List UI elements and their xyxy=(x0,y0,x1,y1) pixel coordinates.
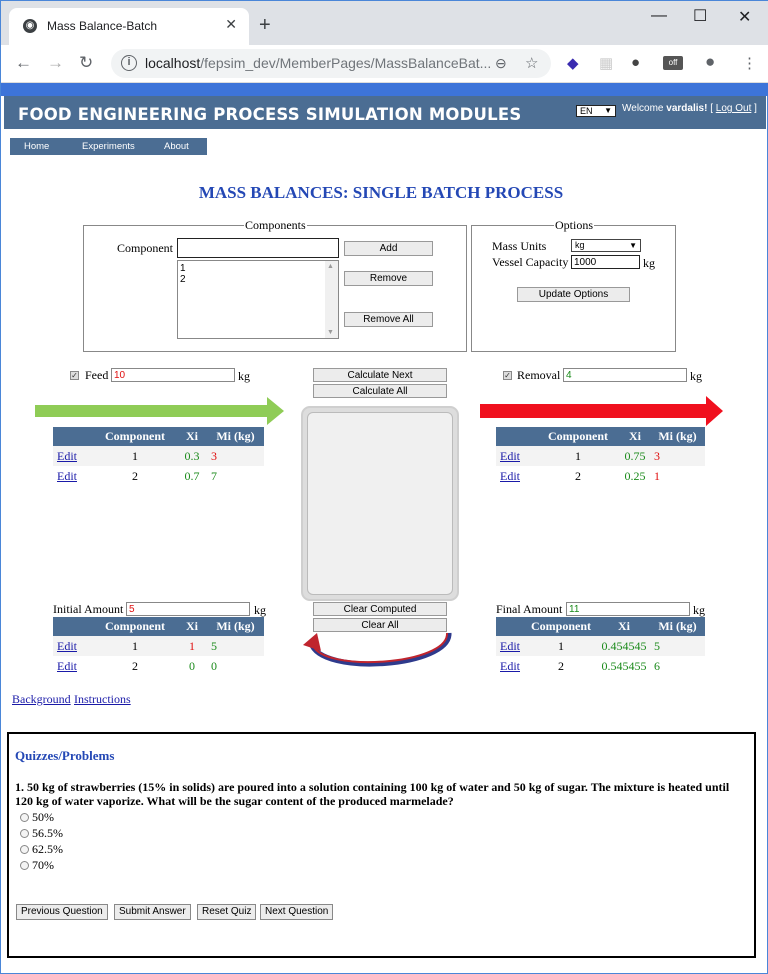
initial-amount-input[interactable] xyxy=(126,602,250,616)
new-tab-icon[interactable]: + xyxy=(259,14,271,36)
cell-mi: 1 xyxy=(654,468,660,483)
removal-unit: kg xyxy=(690,369,702,383)
cell-xi: 0 xyxy=(189,658,195,673)
answer-option: 50% xyxy=(32,810,54,824)
cell-xi: 0.75 xyxy=(624,448,646,463)
listbox-scrollbar[interactable] xyxy=(325,261,338,338)
components-legend: Components xyxy=(245,218,306,232)
cell-component: 2 xyxy=(558,658,564,673)
header-component: Component xyxy=(536,427,620,446)
remove-component-button[interactable]: Remove xyxy=(344,271,433,286)
quiz-question: 1. 50 kg of strawberries (15% in solids) are poured into a solution containing 100 kg of water and 50 kg of sugar. The mixture is heated until 120 kg of water vaporize. What will be the sugar content of the produced marmelade? xyxy=(15,780,730,808)
initial-table xyxy=(53,617,264,676)
welcome-text: Welcome vardalis! [ Log Out ] xyxy=(622,103,757,114)
reload-icon[interactable]: ↻ xyxy=(79,53,94,72)
header-edit xyxy=(496,427,536,446)
username: vardalis! xyxy=(666,103,708,114)
vessel-capacity-input[interactable] xyxy=(571,255,640,269)
page-title: MASS BALANCES: SINGLE BATCH PROCESS xyxy=(198,183,564,202)
edit-link[interactable]: Edit xyxy=(57,638,77,653)
removal-table xyxy=(496,427,705,486)
table-row xyxy=(53,466,264,486)
header-mi: Mi (kg) xyxy=(207,427,264,446)
cycle-arrow-icon xyxy=(301,629,461,673)
cell-mi: 5 xyxy=(211,638,217,653)
cell-xi: 1 xyxy=(189,638,195,653)
browser-toolbar xyxy=(1,45,768,83)
answer-radio[interactable] xyxy=(20,845,29,854)
menu-item-about[interactable]: About xyxy=(164,141,189,152)
feed-checkbox[interactable]: ✓ xyxy=(71,371,78,380)
next-question-button[interactable]: Next Question xyxy=(260,904,333,920)
list-item[interactable]: 2 xyxy=(180,274,186,285)
final-amount-label: Final Amount xyxy=(496,602,563,616)
close-tab-icon[interactable]: ✕ xyxy=(225,16,237,32)
header-edit xyxy=(53,427,93,446)
edit-link[interactable]: Edit xyxy=(57,468,77,483)
site-header xyxy=(4,96,766,129)
header-component: Component xyxy=(524,617,598,636)
close-window-icon[interactable]: ✕ xyxy=(738,9,752,26)
answer-radio[interactable] xyxy=(20,829,29,838)
reset-quiz-button[interactable]: Reset Quiz xyxy=(197,904,256,920)
menu-item-home[interactable]: Home xyxy=(24,141,50,152)
removal-label: Removal xyxy=(517,368,561,382)
cell-component: 1 xyxy=(132,448,138,463)
language-select[interactable]: EN ▼ xyxy=(576,105,616,117)
menu-kebab-icon[interactable]: ⋮ xyxy=(742,55,757,72)
globe-icon: ◉ xyxy=(23,19,37,33)
final-amount-input[interactable] xyxy=(566,602,690,616)
edit-link[interactable]: Edit xyxy=(57,658,77,673)
logout-link[interactable]: Log Out xyxy=(715,103,752,114)
extension-off-icon[interactable]: off xyxy=(663,56,683,70)
menu-item-experiments[interactable]: Experiments xyxy=(82,141,135,152)
bookmark-star-icon[interactable]: ☆ xyxy=(525,55,539,72)
quiz-panel xyxy=(7,732,756,958)
mass-units-select[interactable]: kg ▼ xyxy=(571,239,641,252)
vessel-inner xyxy=(307,412,453,595)
browser-tab[interactable] xyxy=(9,8,249,45)
scroll-down-icon[interactable]: ▼ xyxy=(327,329,334,336)
chevron-down-icon: ▼ xyxy=(629,241,637,250)
feed-arrow xyxy=(35,395,285,427)
calculate-next-button[interactable]: Calculate Next xyxy=(313,368,447,382)
mass-units-label: Mass Units xyxy=(492,239,547,253)
extension-grid-icon[interactable]: ▦ xyxy=(599,55,614,72)
calculate-all-button[interactable]: Calculate All xyxy=(313,384,447,398)
edit-link[interactable]: Edit xyxy=(500,448,520,463)
clear-all-button[interactable]: Clear All xyxy=(313,618,447,632)
initial-amount-unit: kg xyxy=(254,603,266,617)
edit-link[interactable]: Edit xyxy=(500,658,520,673)
address-bar[interactable] xyxy=(111,49,551,78)
cell-component: 1 xyxy=(575,448,581,463)
answer-radio[interactable] xyxy=(20,813,29,822)
site-info-icon[interactable]: i xyxy=(121,55,137,71)
chevron-down-icon: ▼ xyxy=(604,106,612,115)
zoom-icon[interactable]: ⊖ xyxy=(495,55,507,71)
account-icon[interactable]: ● xyxy=(705,52,716,71)
header-edit xyxy=(496,617,524,636)
cell-xi: 0.3 xyxy=(184,448,200,463)
feed-unit: kg xyxy=(238,369,250,383)
extension-circle-icon[interactable]: ● xyxy=(631,54,641,71)
scroll-up-icon[interactable]: ▲ xyxy=(327,263,334,270)
vessel-display xyxy=(301,406,459,601)
cell-component: 2 xyxy=(132,468,138,483)
answer-option: 62.5% xyxy=(32,842,63,856)
cell-mi: 3 xyxy=(211,448,217,463)
background-link[interactable]: Background xyxy=(12,692,71,706)
header-xi: Xi xyxy=(620,427,650,446)
component-listbox[interactable] xyxy=(177,260,339,339)
header-mi: Mi (kg) xyxy=(207,617,264,636)
cell-component: 2 xyxy=(132,658,138,673)
forward-icon[interactable]: → xyxy=(47,53,64,72)
table-row xyxy=(53,656,264,676)
header-component: Component xyxy=(93,427,177,446)
answer-option: 56.5% xyxy=(32,826,63,840)
cell-xi: 0.454545 xyxy=(601,638,647,653)
minimize-icon[interactable]: — xyxy=(651,7,667,24)
add-component-button[interactable]: Add xyxy=(344,241,433,256)
cell-component: 1 xyxy=(132,638,138,653)
removal-amount-input[interactable] xyxy=(563,368,687,382)
previous-question-button[interactable]: Previous Question xyxy=(16,904,108,920)
maximize-icon[interactable]: ☐ xyxy=(693,8,708,25)
extension-diamond-icon[interactable]: ◆ xyxy=(567,55,579,72)
cell-xi: 0.25 xyxy=(624,468,646,483)
final-table xyxy=(496,617,705,676)
url-text: localhost/fepsim_dev/MemberPages/MassBalanceBat... xyxy=(145,55,492,71)
answer-option: 70% xyxy=(32,858,54,872)
options-legend: Options xyxy=(555,218,594,232)
table-row xyxy=(496,446,705,466)
table-row xyxy=(496,656,705,676)
feed-table xyxy=(53,427,264,486)
final-amount-unit: kg xyxy=(693,603,705,617)
cell-mi: 6 xyxy=(654,658,660,673)
initial-amount-label: Initial Amount xyxy=(53,602,124,616)
removal-checkbox[interactable]: ✓ xyxy=(504,371,511,380)
answer-radio[interactable] xyxy=(20,861,29,870)
clear-computed-button[interactable]: Clear Computed xyxy=(313,602,447,616)
cell-mi: 7 xyxy=(211,468,217,483)
feed-amount-input[interactable] xyxy=(111,368,235,382)
page-top-bar xyxy=(1,83,768,96)
quiz-heading: Quizzes/Problems xyxy=(15,748,115,763)
edit-link[interactable]: Edit xyxy=(57,448,77,463)
cell-xi: 0.7 xyxy=(184,468,200,483)
vessel-capacity-unit: kg xyxy=(643,256,655,270)
back-icon[interactable]: ← xyxy=(15,53,32,72)
component-label: Component xyxy=(117,241,173,255)
edit-link[interactable]: Edit xyxy=(500,468,520,483)
header-component: Component xyxy=(93,617,177,636)
list-item[interactable]: 1 xyxy=(180,263,186,274)
cell-mi: 3 xyxy=(654,448,660,463)
table-row xyxy=(53,636,264,656)
cell-mi: 5 xyxy=(654,638,660,653)
table-row xyxy=(496,466,705,486)
header-xi: Xi xyxy=(177,427,207,446)
cell-xi: 0.545455 xyxy=(601,658,647,673)
header-xi: Xi xyxy=(177,617,207,636)
tab-title: Mass Balance-Batch xyxy=(47,19,158,33)
header-edit xyxy=(53,617,93,636)
submit-answer-button[interactable]: Submit Answer xyxy=(114,904,191,920)
site-title: FOOD ENGINEERING PROCESS SIMULATION MODULES xyxy=(18,105,522,124)
tab-strip xyxy=(1,1,768,45)
header-mi: Mi (kg) xyxy=(650,617,705,636)
table-row xyxy=(496,636,705,656)
component-input[interactable] xyxy=(177,238,339,258)
cell-component: 2 xyxy=(575,468,581,483)
main-menu xyxy=(10,138,207,155)
header-mi: Mi (kg) xyxy=(650,427,705,446)
cell-component: 1 xyxy=(558,638,564,653)
remove-all-components-button[interactable]: Remove All xyxy=(344,312,433,327)
cell-mi: 0 xyxy=(211,658,217,673)
table-row xyxy=(53,446,264,466)
header-xi: Xi xyxy=(598,617,650,636)
edit-link[interactable]: Edit xyxy=(500,638,520,653)
instructions-link[interactable]: Instructions xyxy=(74,692,131,706)
update-options-button[interactable]: Update Options xyxy=(517,287,630,302)
feed-label: Feed xyxy=(85,368,109,382)
removal-arrow xyxy=(480,395,725,427)
vessel-capacity-label: Vessel Capacity xyxy=(492,255,569,269)
